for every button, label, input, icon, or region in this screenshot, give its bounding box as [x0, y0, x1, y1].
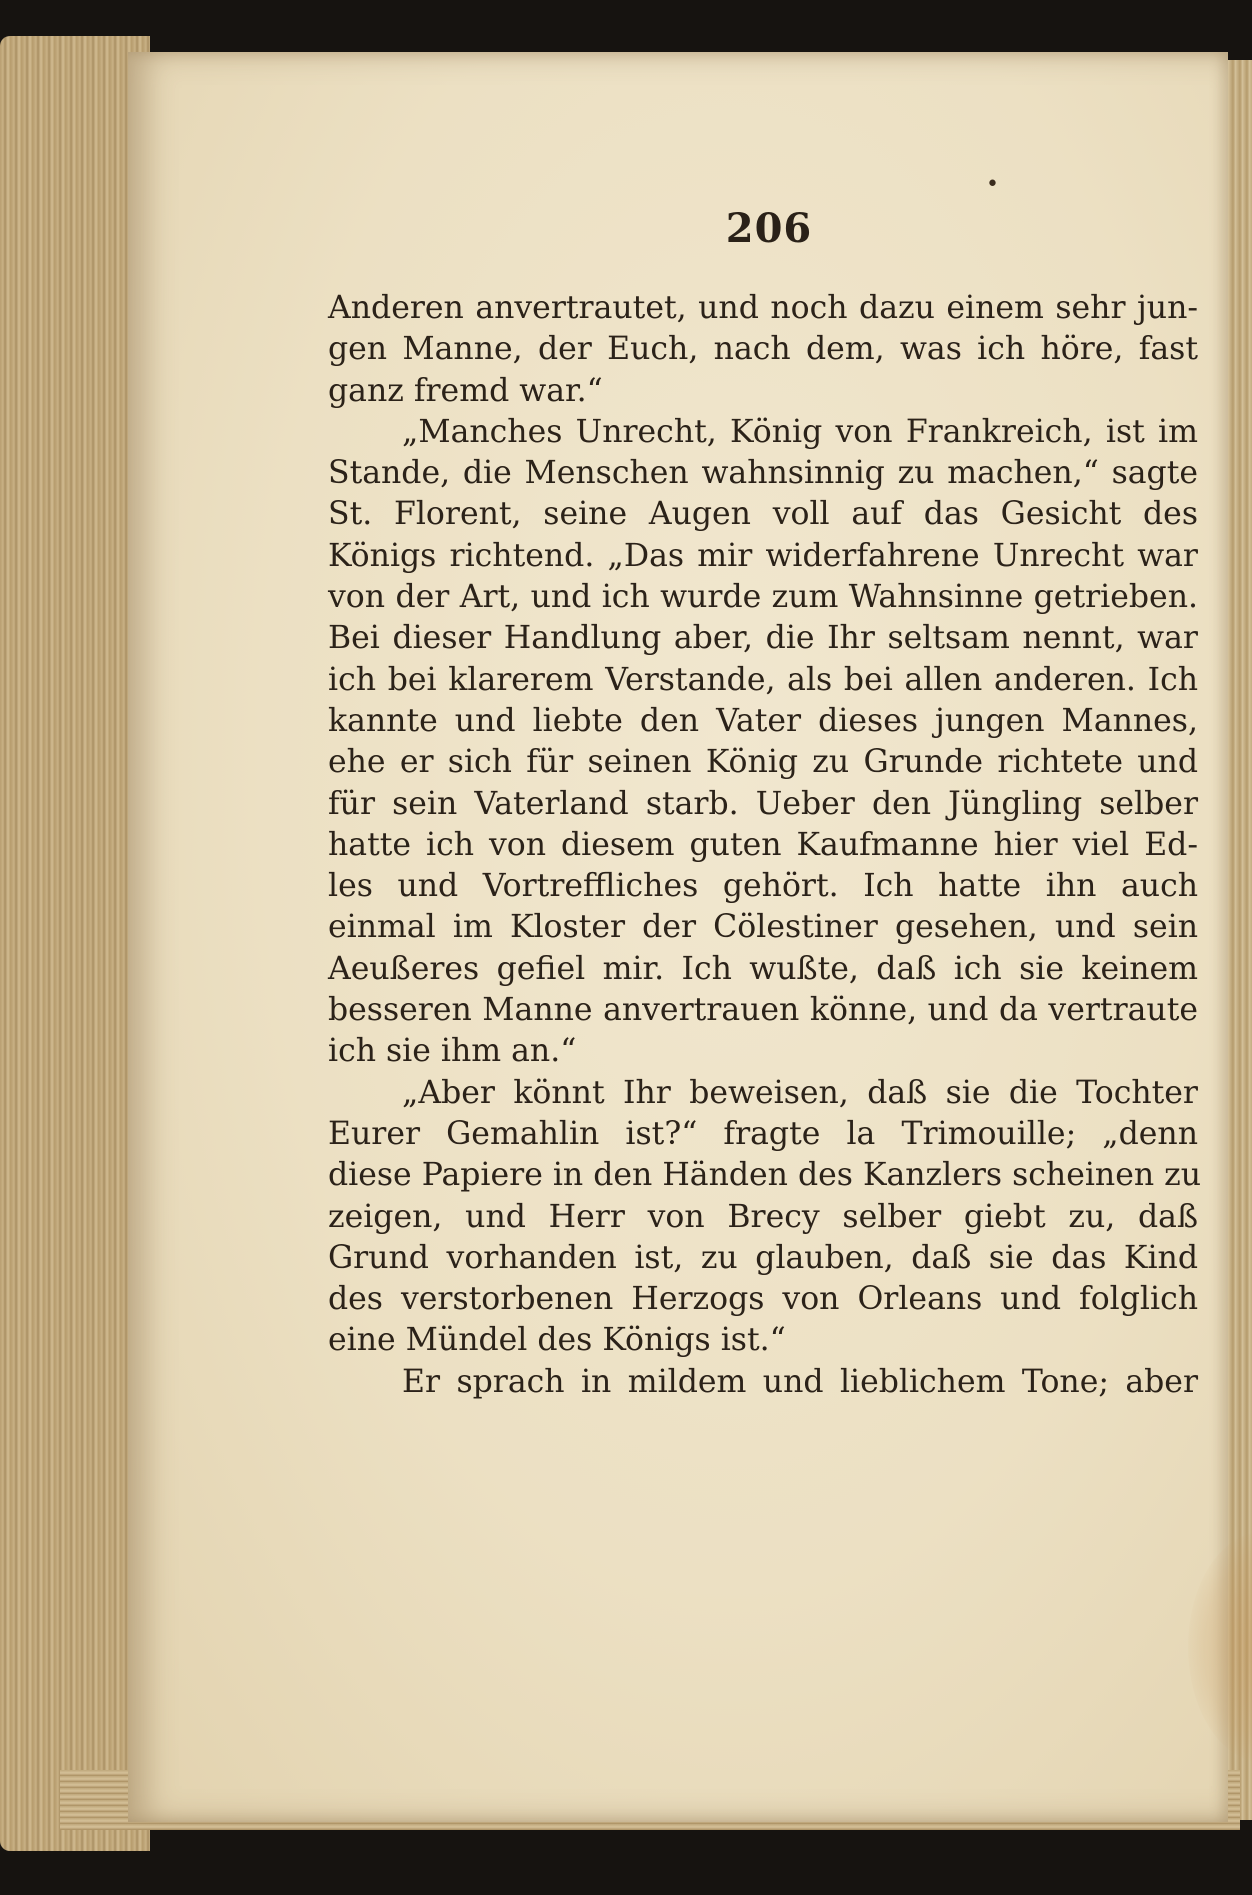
- text-line: „Aber könnt Ihr beweisen, daß sie die Tochter: [402, 1074, 1198, 1111]
- text-line: von der Art, und ich wurde zum Wahnsinne getrieben.: [328, 579, 1198, 616]
- text-line: hatte ich von diesem guten Kaufmanne hier viel Ed-: [328, 826, 1198, 863]
- water-stain: [1188, 1532, 1252, 1762]
- text-line: Er sprach in mildem und lieblichem Tone; aber: [402, 1363, 1198, 1400]
- text-line: Bei dieser Handlung aber, die Ihr seltsam nennt, war: [328, 620, 1198, 657]
- text-line: Grund vorhanden ist, zu glauben, daß sie das Kind: [328, 1239, 1198, 1276]
- text-line: Aeußeres gefiel mir. Ich wußte, daß ich sie keinem: [328, 950, 1198, 987]
- text-line: les und Vortreffliches gehört. Ich hatte ihn auch: [328, 868, 1198, 905]
- text-line: einmal im Kloster der Cölestiner gesehen, und sein: [328, 909, 1198, 946]
- text-line: eine Mündel des Königs ist.“: [328, 1322, 786, 1359]
- text-line: besseren Manne anvertrauen könne, und da vertraute: [328, 992, 1198, 1029]
- page-number: 206: [725, 205, 813, 252]
- text-line: St. Florent, seine Augen voll auf das Gesicht des: [328, 496, 1198, 533]
- text-line: für sein Vaterland starb. Ueber den Jüngling selber: [328, 785, 1198, 822]
- text-line: Stande, die Menschen wahnsinnig zu machen,“ sagte: [328, 455, 1198, 492]
- text-line: Königs richtend. „Das mir widerfahrene Unrecht war: [328, 537, 1198, 574]
- ink-speck: •: [986, 172, 999, 197]
- text-line: ehe er sich für seinen König zu Grunde richtete und: [328, 744, 1198, 781]
- text-line: ganz fremd war.“: [328, 372, 603, 409]
- text-line: Anderen anvertrautet, und noch dazu einem sehr jun-: [328, 290, 1198, 326]
- text-line: ich sie ihm an.“: [328, 1033, 577, 1070]
- text-line: diese Papiere in den Händen des Kanzlers scheinen zu: [328, 1157, 1202, 1194]
- text-line: zeigen, und Herr von Brecy selber giebt zu, daß: [328, 1198, 1198, 1235]
- text-line: gen Manne, der Euch, nach dem, was ich höre, fast: [328, 331, 1198, 368]
- text-line: ich bei klarerem Verstande, als bei allen anderen. Ich: [328, 661, 1198, 698]
- body-text: [328, 288, 1202, 1403]
- text-line: des verstorbenen Herzogs von Orleans und folglich: [328, 1281, 1198, 1318]
- text-line: Eurer Gemahlin ist?“ fragte la Trimouille; „denn: [328, 1115, 1198, 1152]
- text-line: „Manches Unrecht, König von Frankreich, ist im: [402, 413, 1198, 450]
- text-line: kannte und liebte den Vater dieses jungen Mannes,: [328, 702, 1198, 739]
